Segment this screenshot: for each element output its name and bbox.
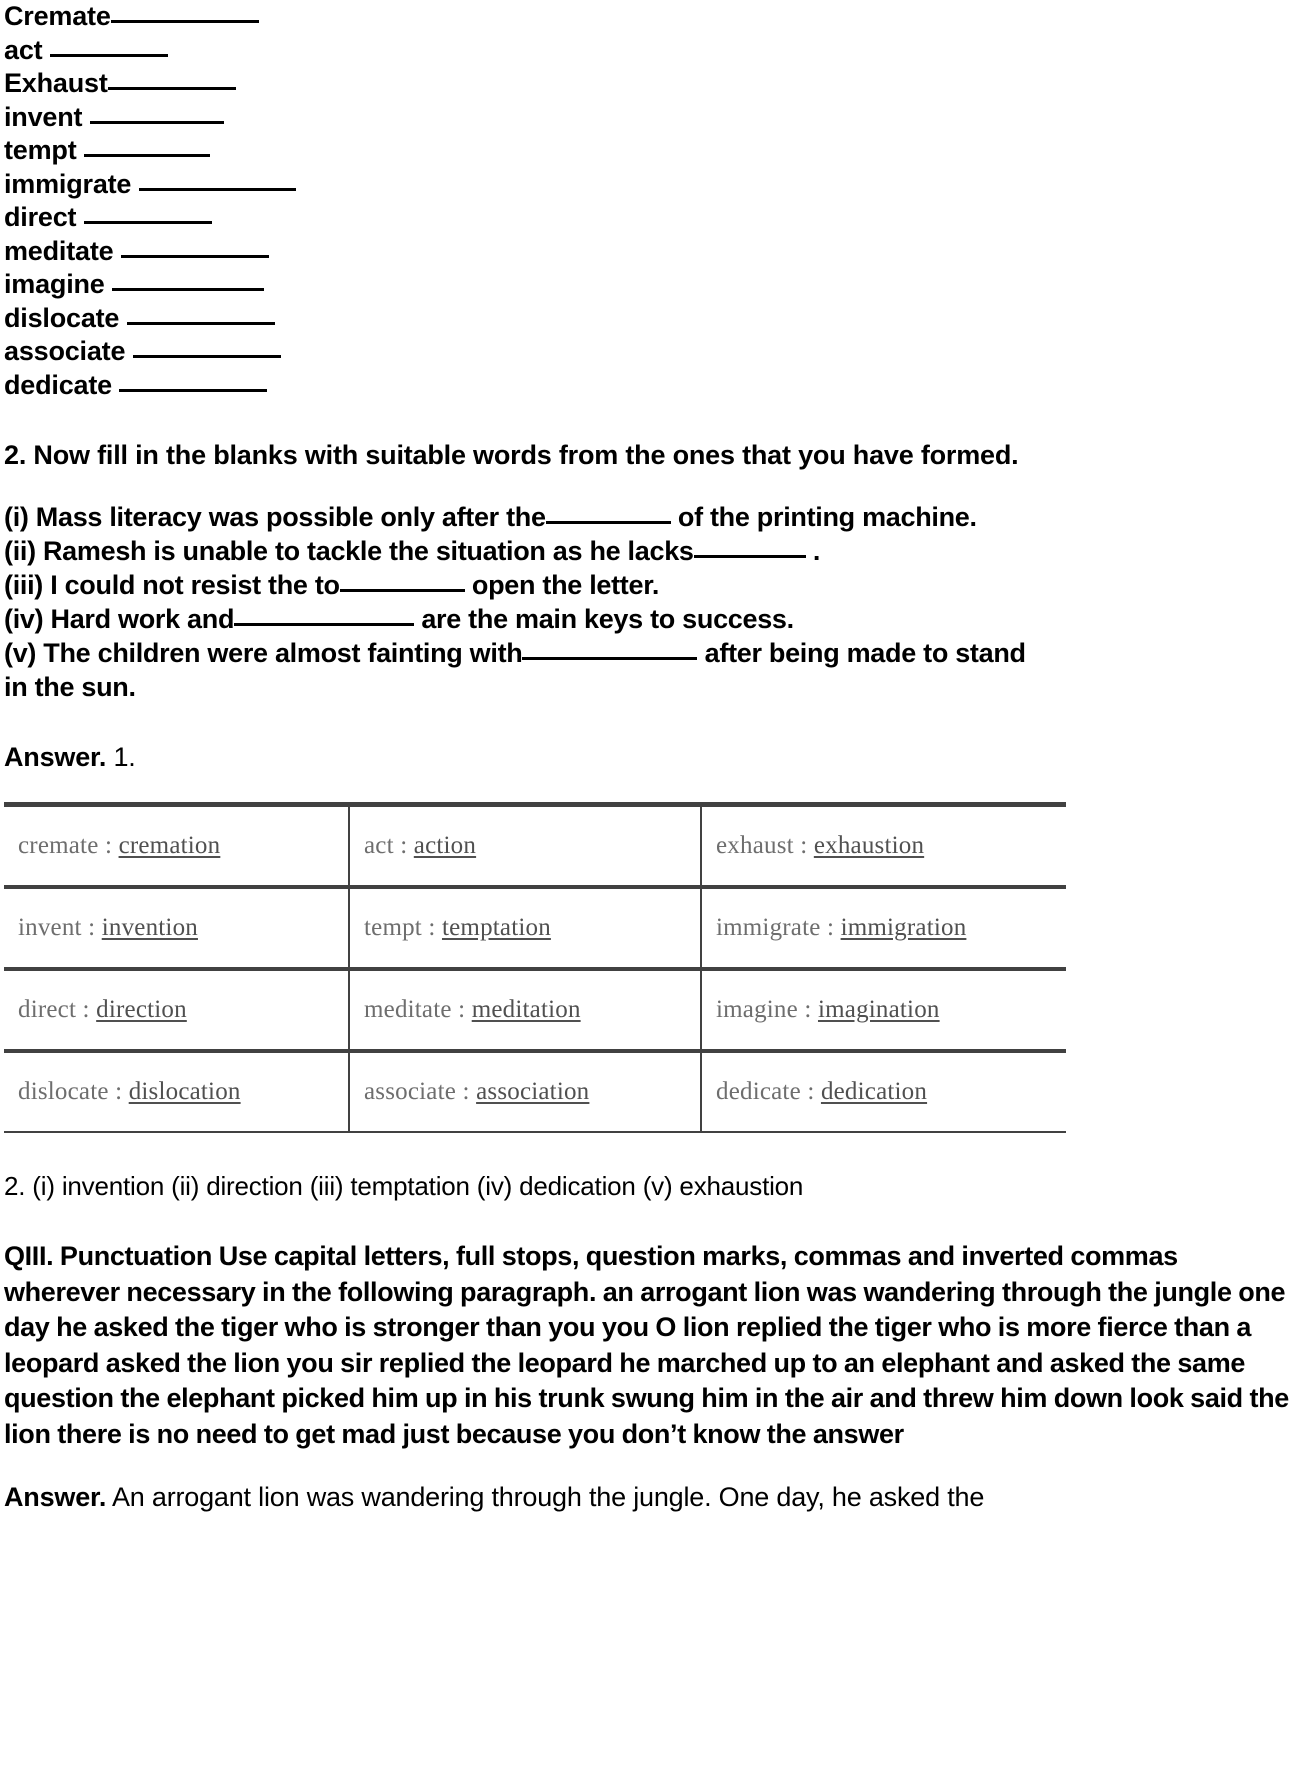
question-2-item — [4, 602, 1293, 636]
answer-3-text: An arrogant lion was wandering through the jungle. One day, he asked the — [106, 1482, 985, 1512]
answer-blank[interactable] — [340, 571, 465, 592]
question-2-item — [4, 534, 1293, 568]
table-cell — [4, 1051, 349, 1132]
table-cell — [701, 805, 1066, 888]
cell-root-word: dislocate : — [18, 1078, 129, 1105]
word-list-item — [4, 268, 1293, 302]
word-derivation-table — [4, 802, 1066, 1133]
question-text-after-blank: after being made to stand — [697, 638, 1026, 668]
answer-blank[interactable] — [108, 69, 236, 90]
cell-derived-word: temptation — [441, 914, 551, 941]
spacer — [4, 774, 1293, 802]
cell-root-word: cremate : — [18, 832, 119, 859]
table-row — [4, 887, 1066, 969]
table-cell — [4, 887, 349, 969]
table-cell — [701, 969, 1066, 1051]
question-text-before-blank: (iii) I could not resist the to — [4, 570, 340, 600]
table-cell — [701, 1051, 1066, 1132]
cell-root-word: dedicate : — [716, 1078, 821, 1105]
cell-derived-word: association — [476, 1078, 590, 1105]
table-cell — [349, 1051, 701, 1132]
spacer — [4, 1203, 1293, 1239]
question-text-after-blank: are the main keys to success. — [414, 604, 794, 634]
word-root: Exhaust — [4, 68, 108, 98]
word-list-item — [4, 67, 1293, 101]
table-cell — [701, 887, 1066, 969]
answer-3-paragraph — [4, 1480, 1293, 1515]
question-text-before-blank: in the sun. — [4, 672, 136, 702]
word-root: dedicate — [4, 369, 112, 400]
cell-derived-word: action — [413, 832, 477, 859]
table-cell — [4, 969, 349, 1051]
answer-blank[interactable] — [139, 170, 296, 191]
cell-derived-word: cremation — [118, 832, 221, 859]
question-text-before-blank: (iv) Hard work and — [4, 604, 235, 634]
answer-1-label — [4, 740, 1293, 774]
answer-blank[interactable] — [90, 103, 224, 124]
cell-root-word: meditate : — [364, 996, 472, 1023]
question-text-before-blank: (ii) Ramesh is unable to tackle the situation as he lacks — [4, 536, 694, 566]
spacer — [4, 1452, 1293, 1480]
word-root: direct — [4, 202, 77, 232]
word-gap — [105, 269, 112, 299]
word-gap — [119, 303, 126, 333]
word-gap — [112, 370, 119, 400]
answer-blank[interactable] — [133, 337, 281, 358]
word-gap — [113, 236, 120, 266]
answer-label-text: Answer. — [4, 742, 107, 772]
cell-derived-word: imagination — [817, 996, 940, 1023]
cell-root-word: exhaust : — [716, 832, 814, 859]
cell-derived-word: immigration — [840, 914, 967, 941]
cell-root-word: imagine : — [716, 996, 818, 1023]
answer-2-line: 2. (i) invention (ii) direction (iii) temptation (iv) dedication (v) exhaustion — [4, 1171, 804, 1201]
question-3-paragraph: QIII. Punctuation Use capital letters, full stops, question marks, commas and inverted commas wherever necessary in the following paragraph. an arrogant lion was wandering through the jungle one day he asked the tiger who is stronger than you you O lion replied the tiger who is more fierce than a leopard asked the lion you sir replied the leopard he marched up to an elephant and asked the same question the elephant picked him up in his trunk swung him in the air and threw him down look said the lion there is no need to get mad just because you don’t know the answer — [4, 1241, 1289, 1449]
cell-root-word: immigrate : — [716, 914, 841, 941]
word-list-item — [4, 302, 1293, 336]
word-list-item — [4, 369, 1293, 403]
question-text-before-blank: (i) Mass literacy was possible only after the — [4, 502, 546, 532]
answer-blank[interactable] — [121, 237, 269, 258]
answer-3-label: Answer. — [4, 1482, 107, 1512]
cell-root-word: associate : — [364, 1078, 477, 1105]
word-gap — [77, 135, 84, 165]
word-list-item — [4, 168, 1293, 202]
question-text-before-blank: (v) The children were almost fainting with — [4, 638, 523, 668]
spacer — [4, 704, 1293, 740]
question-2-item — [4, 500, 1293, 534]
spacer — [4, 402, 1293, 438]
word-root: associate — [4, 336, 126, 366]
cell-derived-word: dedication — [820, 1078, 928, 1105]
word-gap — [82, 102, 89, 132]
table-row — [4, 1051, 1066, 1132]
cell-derived-word: meditation — [471, 996, 581, 1023]
word-list-item — [4, 0, 1293, 34]
word-root: invent — [4, 101, 83, 132]
question-2-item — [4, 568, 1293, 602]
word-root: Cremate — [4, 1, 111, 31]
cell-root-word: invent : — [18, 914, 102, 941]
answer-blank[interactable] — [111, 2, 259, 23]
question-2-items — [4, 500, 1293, 704]
word-root: tempt — [4, 135, 77, 165]
answer-blank[interactable] — [84, 136, 210, 157]
cell-root-word: act : — [364, 832, 414, 859]
cell-derived-word: dislocation — [128, 1078, 241, 1105]
word-root: imagine — [4, 269, 105, 299]
cell-root-word: tempt : — [364, 914, 442, 941]
answer-blank[interactable] — [50, 36, 168, 57]
word-root: act — [4, 34, 43, 65]
answer-number: 1. — [106, 742, 136, 772]
answer-blank[interactable] — [119, 371, 267, 392]
question-2-item — [4, 670, 1293, 704]
word-gap — [42, 35, 49, 65]
answer-blank[interactable] — [546, 503, 671, 524]
question-text-after-blank: . — [805, 536, 821, 566]
word-gap — [125, 336, 132, 366]
table-cell — [349, 805, 701, 888]
word-list-item — [4, 201, 1293, 235]
spacer — [4, 1133, 1293, 1169]
word-list-item — [4, 34, 1293, 68]
word-root: dislocate — [4, 302, 120, 333]
table-row — [4, 805, 1066, 888]
table-cell — [349, 969, 701, 1051]
cell-derived-word: invention — [101, 914, 198, 941]
cell-root-word: direct : — [18, 996, 97, 1023]
word-root: meditate — [4, 235, 114, 266]
answer-blank[interactable] — [84, 203, 212, 224]
cell-derived-word: exhaustion — [813, 832, 925, 859]
answer-blank[interactable] — [127, 304, 275, 325]
answer-blank[interactable] — [694, 537, 806, 558]
word-root: immigrate — [4, 168, 132, 199]
answer-blank[interactable] — [522, 639, 697, 660]
table-cell — [349, 887, 701, 969]
question-text-after-blank: open the letter. — [464, 570, 660, 600]
question-text-after-blank: of the printing machine. — [670, 502, 977, 532]
word-gap — [76, 202, 83, 232]
cell-derived-word: direction — [96, 996, 187, 1023]
word-list-item — [4, 134, 1293, 168]
word-list-item — [4, 335, 1293, 369]
word-formation-list — [4, 0, 1293, 402]
answer-blank[interactable] — [112, 270, 264, 291]
question-2-heading: 2. Now fill in the blanks with suitable words from the ones that you have formed. — [4, 440, 1019, 470]
word-list-item — [4, 101, 1293, 135]
spacer — [4, 472, 1293, 500]
table-row — [4, 969, 1066, 1051]
word-gap — [131, 169, 138, 199]
answer-blank[interactable] — [234, 605, 414, 626]
question-2-item — [4, 636, 1293, 670]
table-cell — [4, 805, 349, 888]
word-list-item — [4, 235, 1293, 269]
